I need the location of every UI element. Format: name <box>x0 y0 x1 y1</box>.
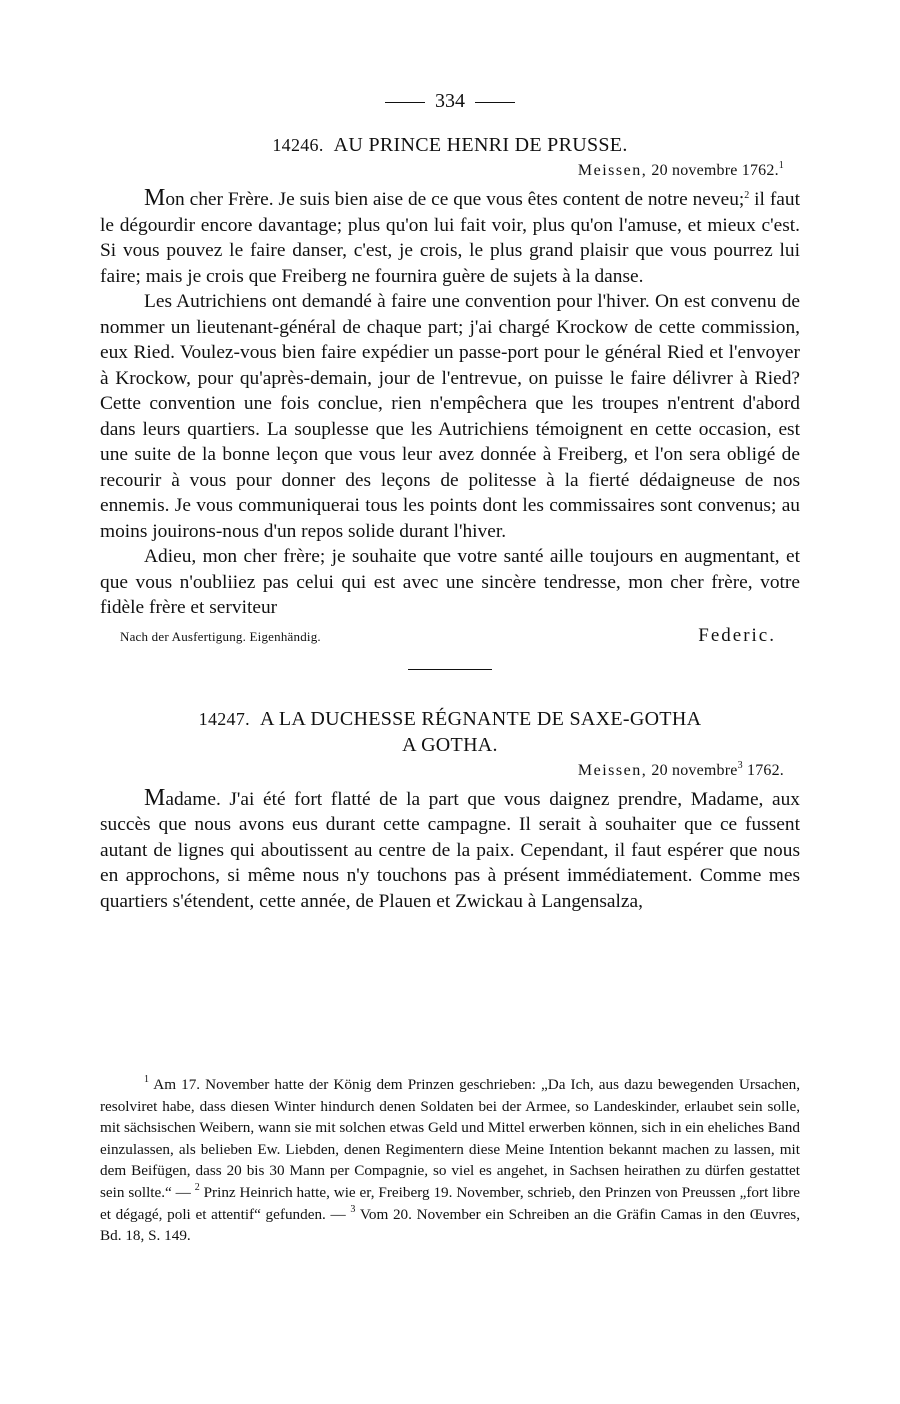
letter1-dateline <box>100 160 800 182</box>
letter1-number: 14246. <box>272 135 324 155</box>
drop-letter: M <box>144 784 166 811</box>
footnote-mark-2: 2 <box>194 1181 200 1193</box>
footnote-block <box>100 1074 800 1247</box>
letter1-heading <box>100 132 800 158</box>
footnote-ref-2: 2 <box>744 190 750 201</box>
letter2-number: 14247. <box>198 708 250 729</box>
letter1-paragraph-1 <box>100 186 800 289</box>
page-number-text: 334 <box>435 90 465 112</box>
letter1-signature: Federic. <box>698 624 776 646</box>
letter1-place: Meissen, <box>577 162 648 179</box>
page <box>100 88 800 914</box>
letter2-dateline <box>100 760 800 782</box>
letter2-date-a: 20 novembre <box>651 761 738 779</box>
dash-right <box>475 102 515 103</box>
letter1-p1-text-a: on cher Frère. Je suis bien aise de ce que vous êtes content de notre neveu; <box>165 189 745 210</box>
letter1-source: Nach der Ausfertigung. Eigenhändig. <box>120 628 321 644</box>
letter2-paragraph-1 <box>100 786 800 915</box>
letter2-date-note: 3 <box>737 759 743 771</box>
letter1-p1-text-b: il faut le dégourdir encore davantage; plus qu'on lui fait voir, plus qu'on l'amuse, et mieux c'est. Si vous pouvez le faire danser, c'est, je crois, le plus grand plaisir que vous pourrez lui faire; mais je crois que Freiberg ne fournira guère de sujets à la danse. <box>100 189 800 287</box>
letter1-paragraph-2: Les Autrichiens ont demandé à faire une convention pour l'hiver. On est convenu de nommer un lieutenant-général de chaque part; j'ai chargé Krockow de cette commission, eux Ried. Voulez-vous bien faire expédier un passe-port pour le général Ried et l'envoyer à Krockow, pour qu'après-demain, jour de l'entrevue, on puisse le faire délivrer à Ried? Cette convention une fois conclue, rien n'empêchera que les troupes n'entrent d'abord dans leurs quartiers. La souplesse que les Autrichiens témoignent en cette occasion, est une suite de la bonne leçon que vous leur avez donnée à Freiberg, et l'on sera obligé de recourir à vous pour donner des leçons de politesse à la fierté dédaigneuse de nos ennemis. Je vous communiquerai tous les points dont les commissaires sont convenus; au moins jouirons-nous d'un repos solide durant l'hiver. <box>100 291 800 542</box>
letter2-p1-text: adame. J'ai été fort flatté de la part que vous daignez prendre, Madame, aux succès que nous avons eus durant cette campagne. Il serait à souhaiter que ce fussent autant de lignes qui aboutissent au centre de la paix. Cependant, il faut espérer que nous en approchons, si même nous n'y touchons pas à présent immédiatement. Comme mes quartiers s'étendent, cette année, de Plauen et Zwickau à Langensalza, <box>100 788 800 912</box>
letter2-title-line1: A LA DUCHESSE RÉGNANTE DE SAXE-GOTHA <box>259 707 702 730</box>
section-divider <box>408 669 492 670</box>
footnote-mark-1: 1 <box>144 1074 149 1085</box>
letter2-place: Meissen, <box>577 761 648 779</box>
footnote-3: Vom 20. November ein Schreiben an die Gräfin Camas in den Œuvres, Bd. 18, S. 149. <box>100 1205 801 1245</box>
footnote-mark-3: 3 <box>350 1203 356 1215</box>
letter1-title: AU PRINCE HENRI DE PRUSSE. <box>333 134 628 156</box>
letter2-body <box>100 786 800 915</box>
letter1-body <box>100 186 800 621</box>
letter1-closing <box>100 625 800 647</box>
letter2-date-b: 1762. <box>742 761 784 779</box>
letter2-heading <box>100 706 800 758</box>
letter1-date: 20 novembre 1762. <box>651 162 779 179</box>
letter2-heading-line1 <box>100 706 800 732</box>
letter2-title-line2: A GOTHA. <box>402 733 498 756</box>
footnote-1: Am 17. November hatte der König dem Prinzen geschrieben: „Da Ich, aus dazu bewegenden Ursachen, resolviret habe, dass diesen Winter hindurch denen Soldaten bei der Armee, so Landeskinder, erlaubet sein solle, mit sächsischen Weibern, wann sie mit solchen etwas Geld und Mittel erwerben können, sich in ein eheliches Band einzulassen, als belieben Ew. Liebden, denen Regimentern diese Meine Intention bekannt machen zu lassen, mit dem Beifügen, dass 20 bis 30 Mann per Compagnie, so viel es angehet, in Sachsen heirathen zu dürfen gestattet sein sollte.“ — <box>100 1076 800 1201</box>
footnotes <box>100 1074 800 1247</box>
drop-letter: M <box>144 185 166 211</box>
dash-left <box>385 102 425 103</box>
footnote-2: Prinz Heinrich hatte, wie er, Freiberg 19. November, schrieb, den Prinzen von Preussen „fort libre et dégagé, poli et attentif“ gefunden. — <box>100 1183 801 1223</box>
letter1-date-note: 1 <box>778 160 784 171</box>
letter1-paragraph-3: Adieu, mon cher frère; je souhaite que votre santé aille toujours en augmentant, et que vous n'oubliiez pas celui qui est avec une sincère tendresse, mon cher frère, votre fidèle frère et serviteur <box>100 546 800 618</box>
page-number <box>100 88 800 114</box>
